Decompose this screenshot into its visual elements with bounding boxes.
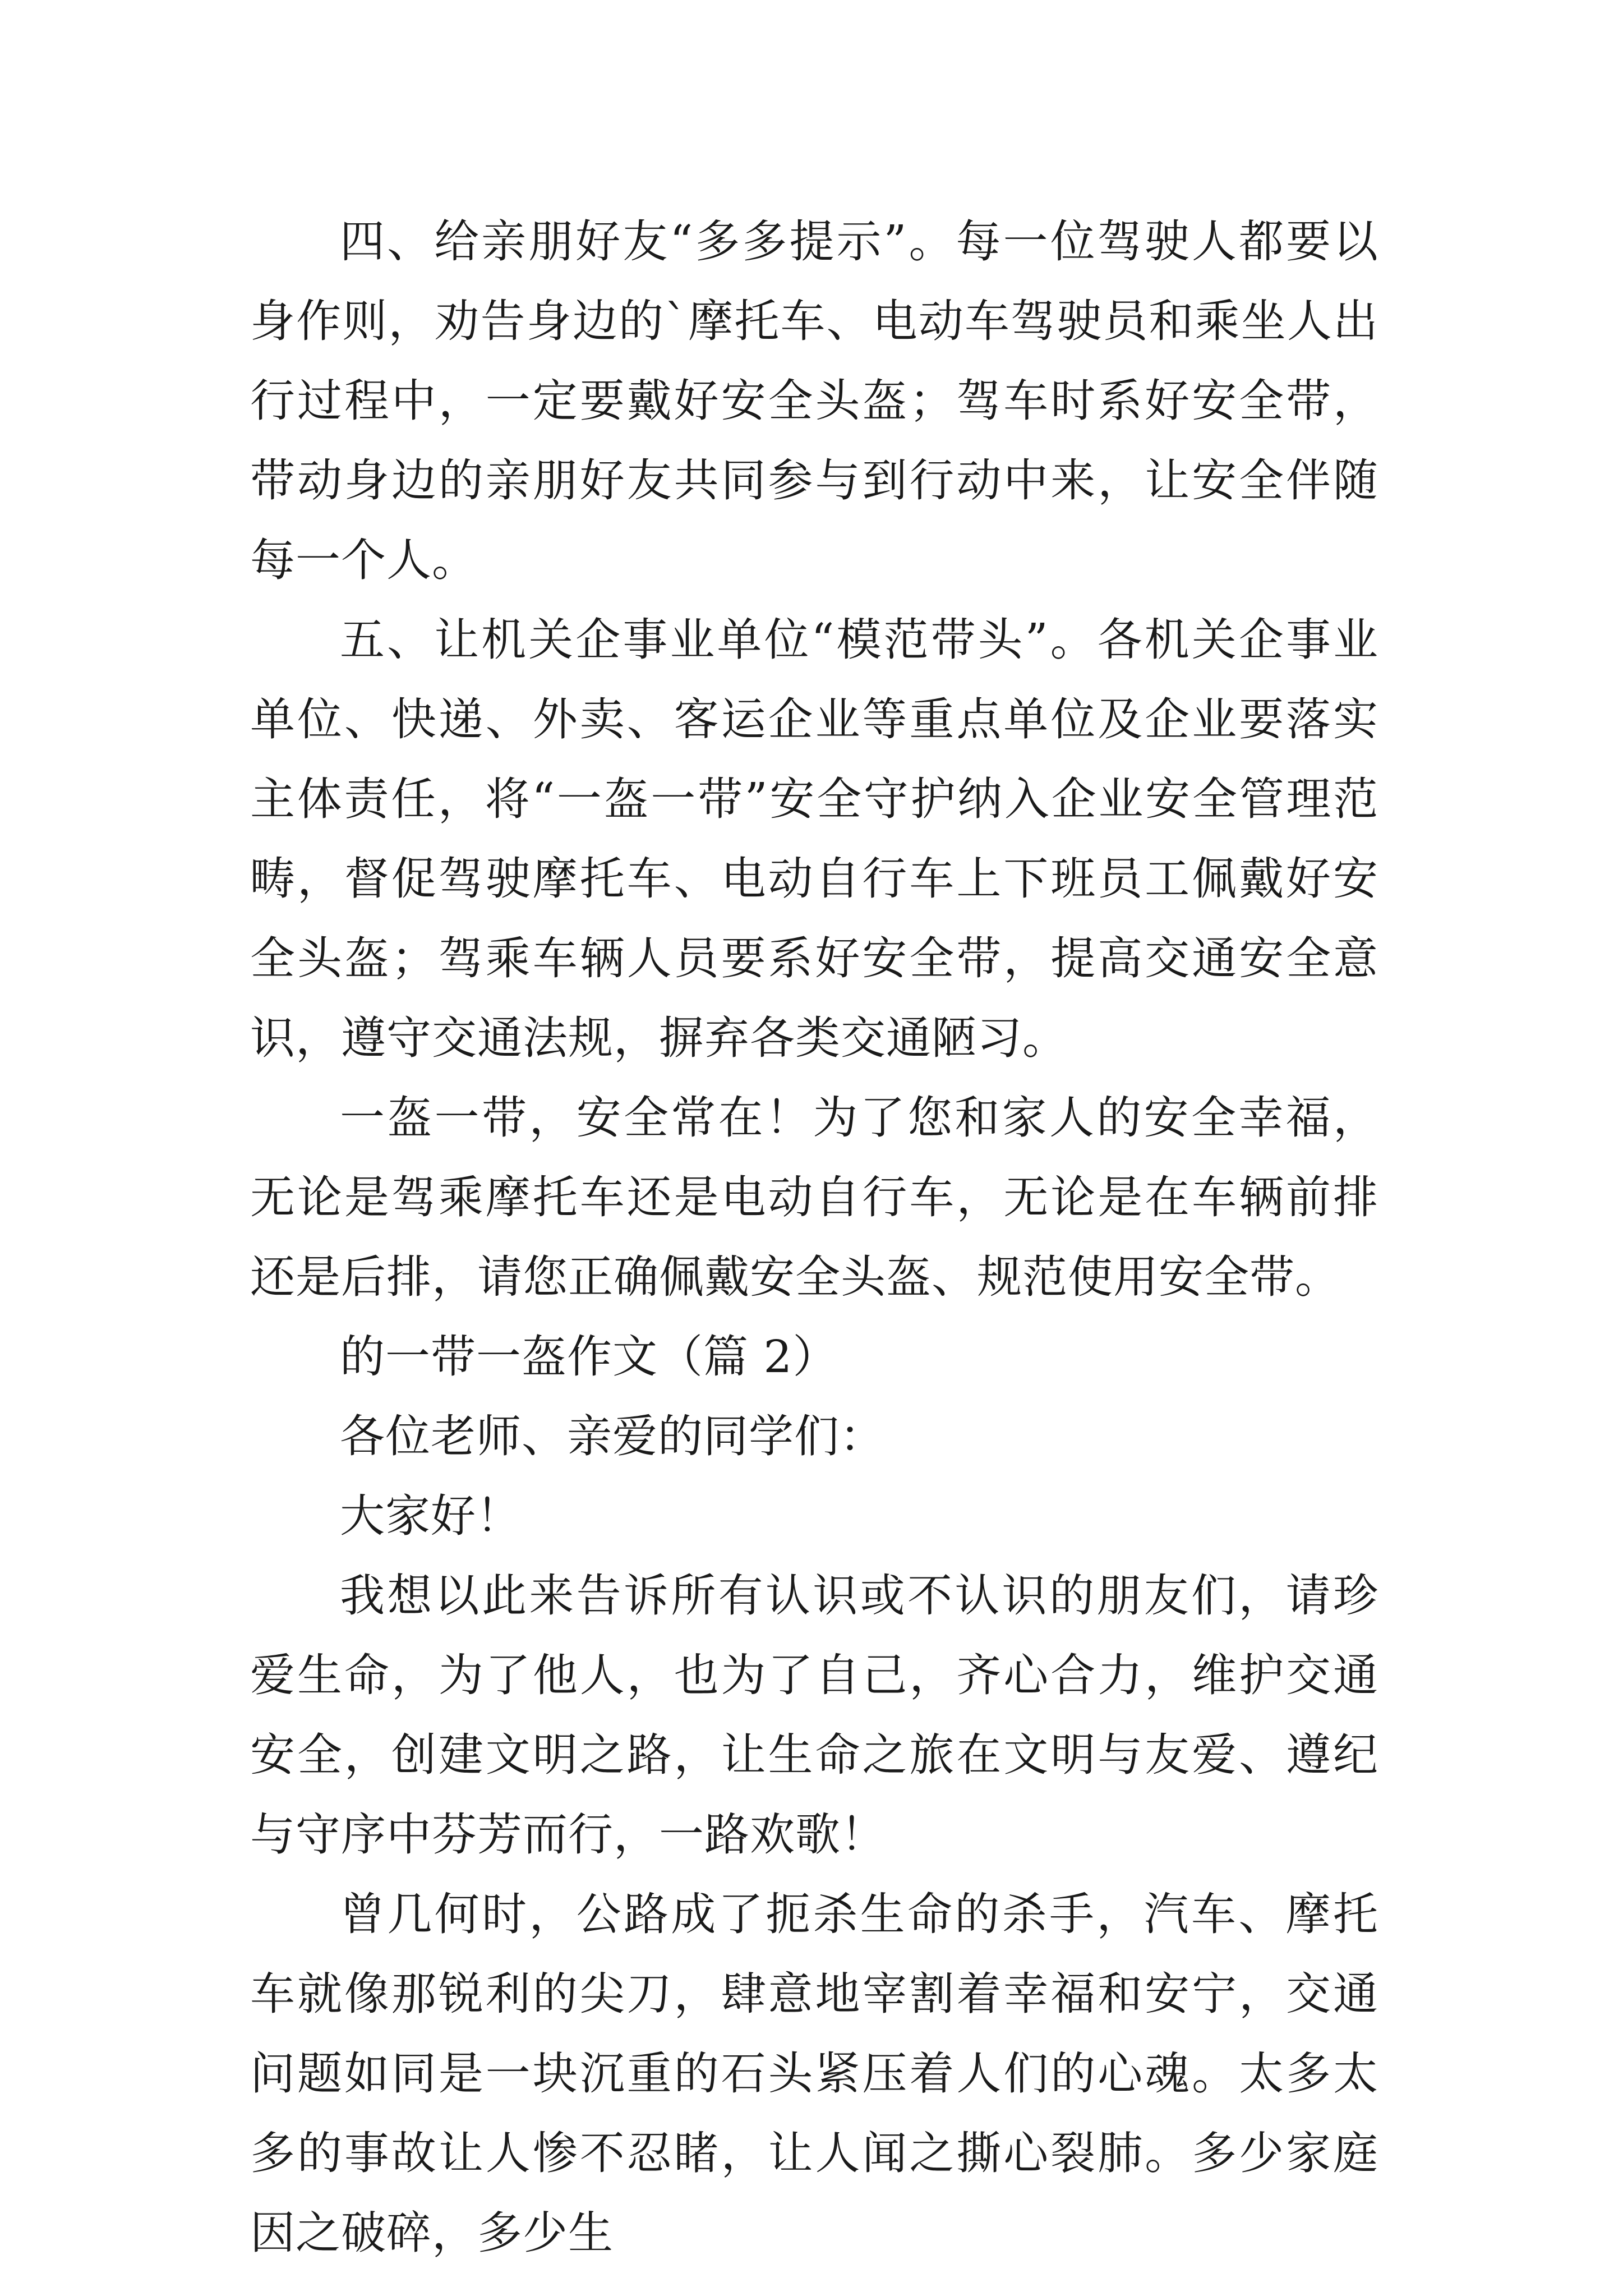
paragraph-cherish-life: 我想以此来告诉所有认识或不认识的朋友们，请珍爱生命，为了他人，也为了自己，齐心合力，维护交通安全，创建文明之路，让生命之旅在文明与友爱、遵纪与守序中芬芳而行，一路欢歌！	[250, 1570, 1378, 1861]
section-heading-essay-2: 的一带一盔作文（篇 2）	[340, 1331, 838, 1383]
paragraph-road-dangers: 曾几何时，公路成了扼杀生命的杀手，汽车、摩托车就像那锐利的尖刀，肆意地宰割着幸福和安宁，交通问题如同是一块沉重的石头紧压着人们的心魂。太多太多的事故让人惨不忍睹，让人闻之撕心裂肺。多少家庭因之破碎，多少生	[250, 1888, 1378, 2259]
greeting: 大家好！	[340, 1490, 522, 1542]
document-body	[250, 202, 1378, 2273]
paragraph-safety-slogan: 一盔一带，安全常在！为了您和家人的安全幸福，无论是驾乘摩托车还是电动自行车，无论是在车辆前排还是后排，请您正确佩戴安全头盔、规范使用安全带。	[250, 1092, 1378, 1303]
paragraph-5-organizations-lead: 五、让机关企事业单位“模范带头”。各机关企事业单位、快递、外卖、客运企业等重点单位及企业要落实主体责任，将“一盔一带”安全守护纳入企业安全管理范畴，督促驾驶摩托车、电动自行车上下班员工佩戴好安全头盔；驾乘车辆人员要系好安全带，提高交通安全意识，遵守交通法规，摒弃各类交通陋习。	[250, 614, 1378, 1064]
paragraph-4-friends-reminder: 四、给亲朋好友“多多提示”。每一位驾驶人都要以身作则，劝告身边的`摩托车、电动车驾驶员和乘坐人出行过程中，一定要戴好安全头盔；驾车时系好安全带，带动身边的亲朋好友共同参与到行动中来，让安全伴随每一个人。	[250, 215, 1378, 586]
salutation: 各位老师、亲爱的同学们：	[340, 1410, 885, 1462]
